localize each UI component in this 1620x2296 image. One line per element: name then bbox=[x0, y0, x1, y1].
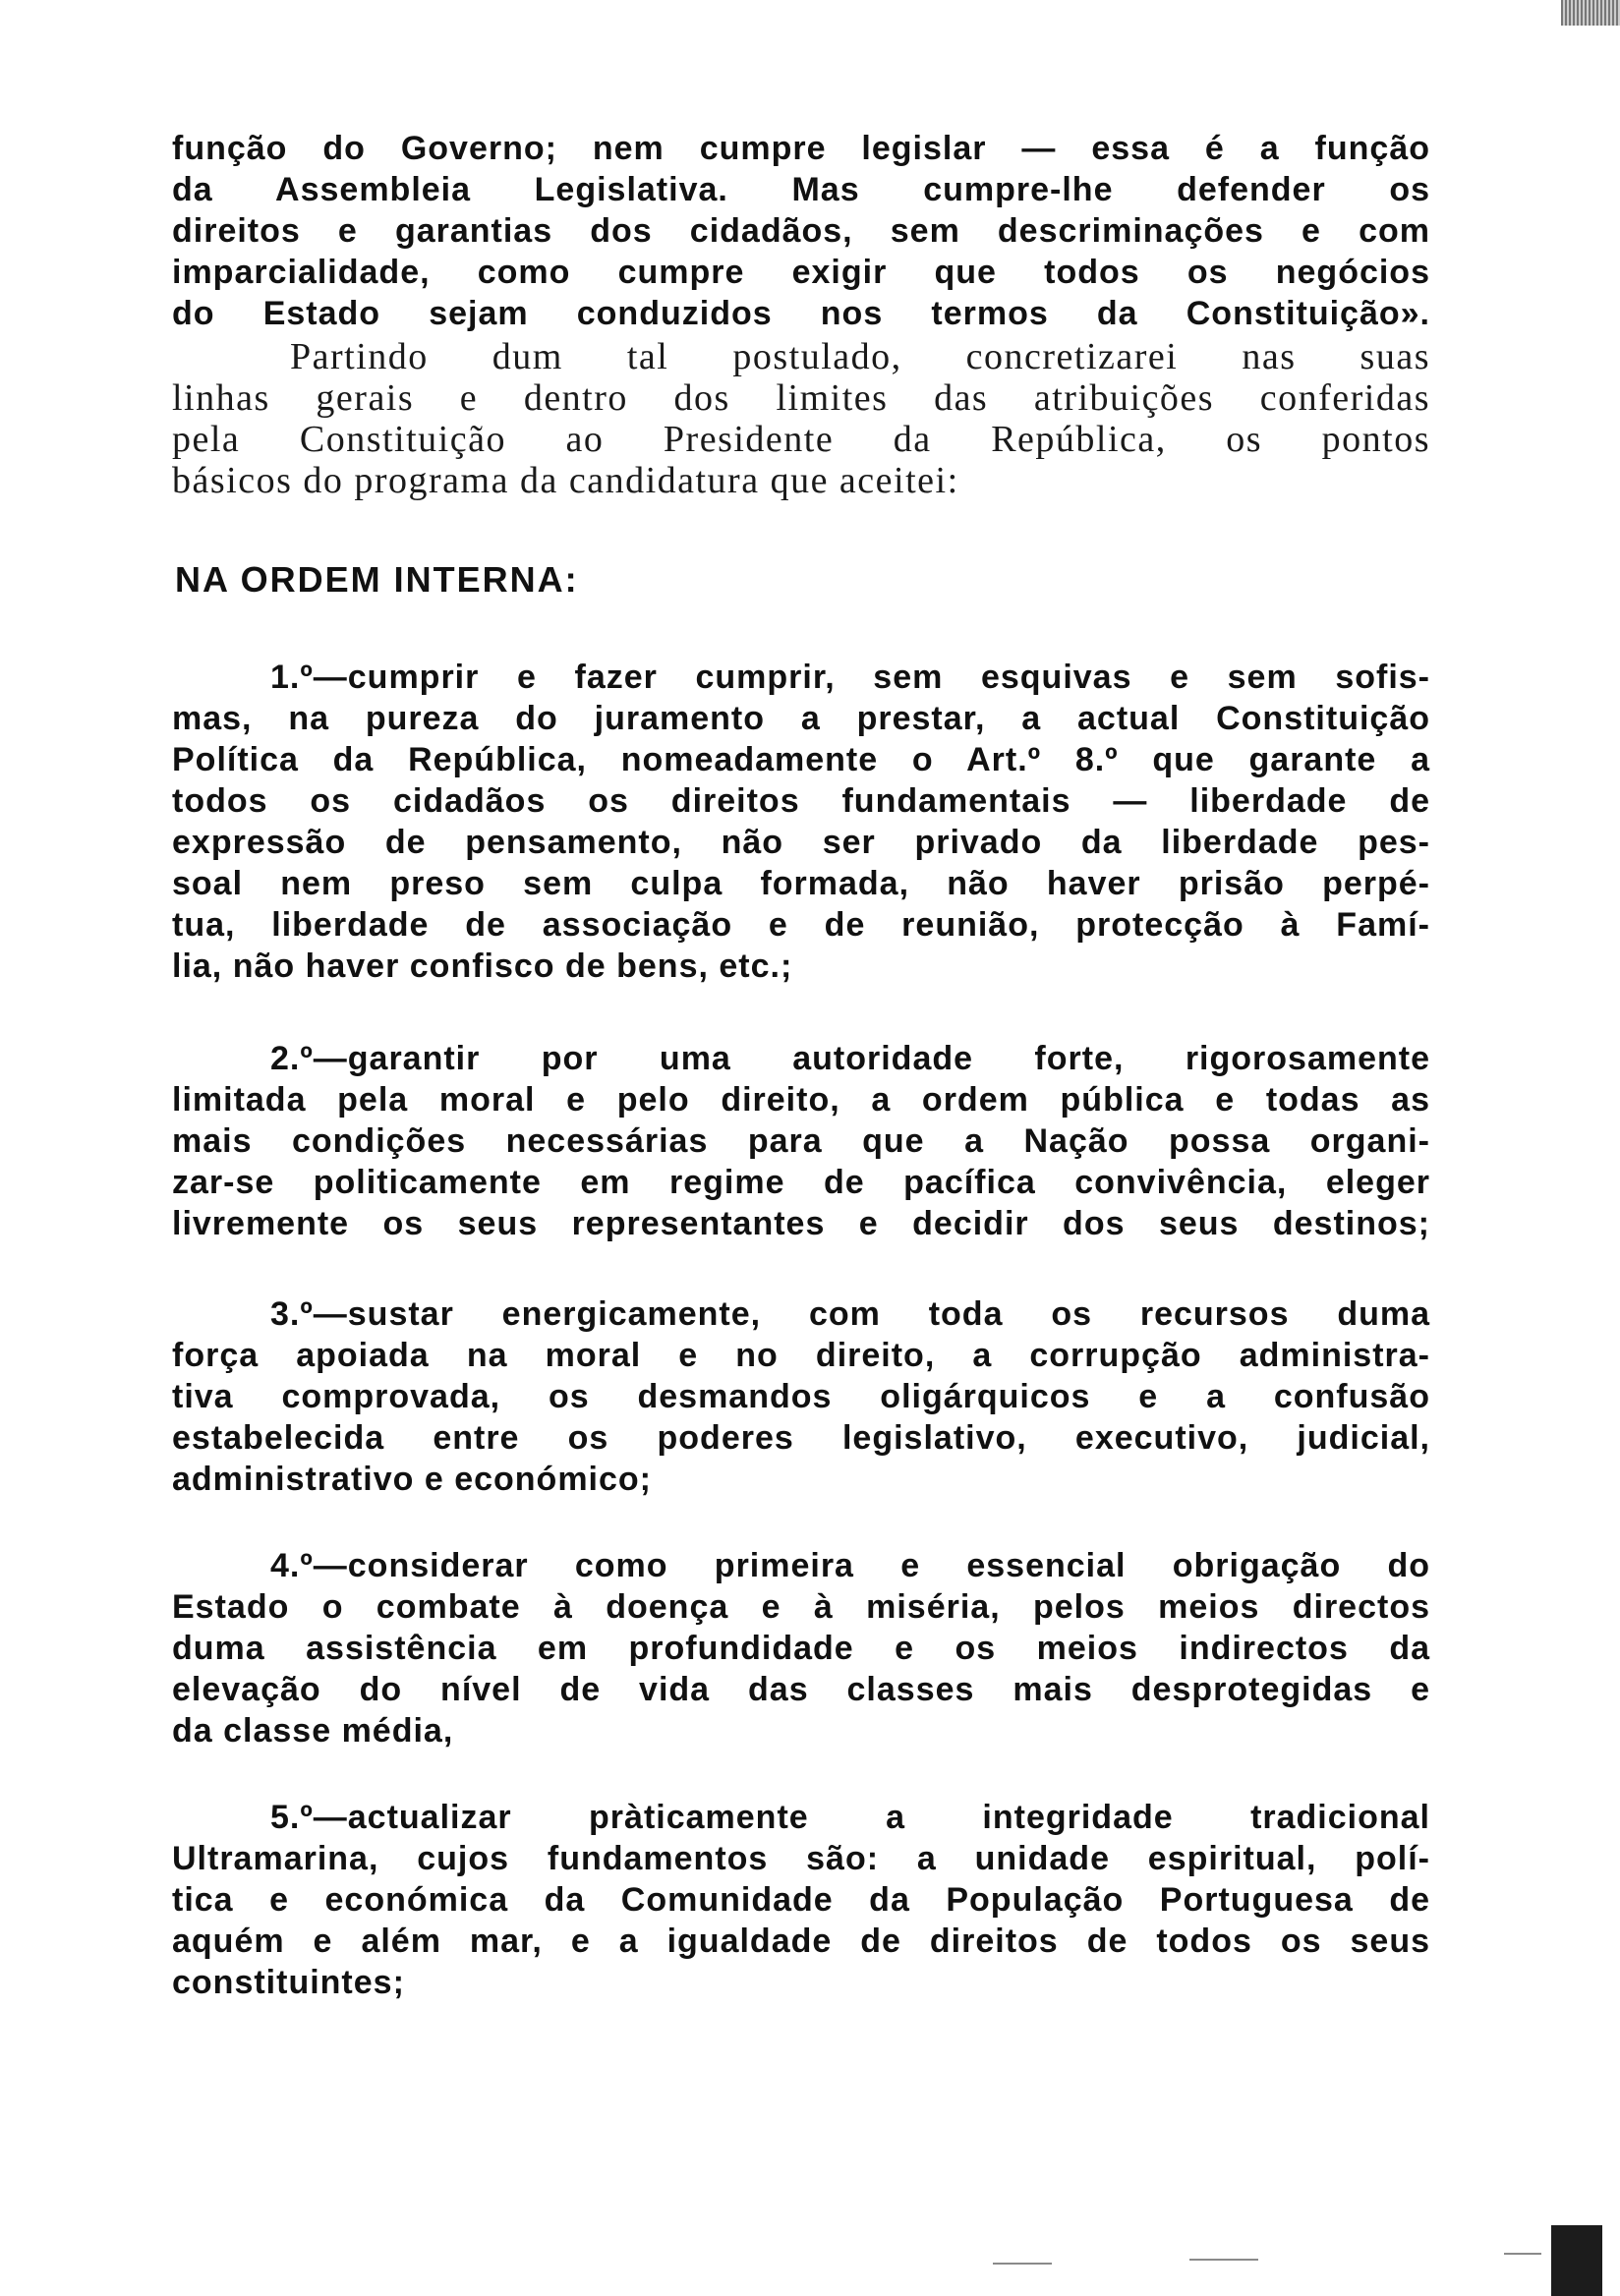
text-line: tua, liberdade de associação e de reunião, protecção à Famí- bbox=[172, 906, 1430, 944]
text-line: 5.º—actualizar pràticamente a integridade tradicional bbox=[270, 1799, 1430, 1836]
text-line: tiva comprovada, os desmandos oligárquicos e a confusão bbox=[172, 1378, 1430, 1415]
text-line: linhas gerais e dentro dos limites das atribuições conferidas bbox=[172, 377, 1430, 419]
text-line: constituintes; bbox=[172, 1964, 405, 2001]
text-line: 3.º—sustar energicamente, com toda os recursos duma bbox=[270, 1295, 1430, 1333]
scan-speck bbox=[1189, 2259, 1258, 2261]
text-line: 2.º—garantir por uma autoridade forte, rigorosamente bbox=[270, 1040, 1430, 1077]
text-line: função do Governo; nem cumpre legislar — essa é a função bbox=[172, 130, 1430, 167]
text-line: força apoiada na moral e no direito, a corrupção administra- bbox=[172, 1337, 1430, 1374]
text-line: Política da República, nomeadamente o Art.º 8.º que garante a bbox=[172, 741, 1430, 778]
text-line: pela Constituição ao Presidente da República, os pontos bbox=[172, 419, 1430, 460]
text-line: expressão de pensamento, não ser privado da liberdade pes- bbox=[172, 824, 1430, 861]
text-line: Estado o combate à doença e à miséria, pelos meios directos bbox=[172, 1588, 1430, 1626]
text-line: soal nem preso sem culpa formada, não haver prisão perpé- bbox=[172, 865, 1430, 902]
scan-corner-mark bbox=[1561, 0, 1620, 26]
paragraph-intro bbox=[172, 336, 1430, 501]
text-line: do Estado sejam conduzidos nos termos da Constituição». bbox=[172, 295, 1430, 332]
text-line: 4.º—considerar como primeira e essencial obrigação do bbox=[270, 1547, 1430, 1584]
text-line: elevação do nível de vida das classes mais desprotegidas e bbox=[172, 1671, 1430, 1708]
list-item-4 bbox=[172, 1545, 1430, 1751]
text-line: duma assistência em profundidade e os meios indirectos da bbox=[172, 1630, 1430, 1667]
text-line: básicos do programa da candidatura que aceitei: bbox=[172, 460, 959, 501]
scan-speck bbox=[993, 2263, 1052, 2265]
text-line: da classe média, bbox=[172, 1712, 454, 1750]
text-line: Ultramarina, cujos fundamentos são: a unidade espiritual, polí- bbox=[172, 1840, 1430, 1877]
section-heading: NA ORDEM INTERNA: bbox=[175, 559, 579, 600]
text-line: estabelecida entre os poderes legislativo, executivo, judicial, bbox=[172, 1419, 1430, 1457]
list-item-1 bbox=[172, 657, 1430, 987]
text-line: mais condições necessárias para que a Nação possa organi- bbox=[172, 1122, 1430, 1160]
text-line: imparcialidade, como cumpre exigir que todos os negócios bbox=[172, 254, 1430, 291]
list-item-3 bbox=[172, 1293, 1430, 1500]
text-line: livremente os seus representantes e decidir dos seus destinos; bbox=[172, 1205, 1430, 1242]
text-line: limitada pela moral e pelo direito, a ordem pública e todas as bbox=[172, 1081, 1430, 1119]
text-line: 1.º—cumprir e fazer cumprir, sem esquivas e sem sofis- bbox=[270, 659, 1430, 696]
scan-corner-mark bbox=[1551, 2225, 1602, 2296]
text-line: da Assembleia Legislativa. Mas cumpre-lhe defender os bbox=[172, 171, 1430, 208]
scan-speck bbox=[1504, 2253, 1541, 2255]
text-line: lia, não haver confisco de bens, etc.; bbox=[172, 947, 793, 985]
text-line: mas, na pureza do juramento a prestar, a actual Constituição bbox=[172, 700, 1430, 737]
text-line: tica e económica da Comunidade da População Portuguesa de bbox=[172, 1881, 1430, 1919]
text-line: direitos e garantias dos cidadãos, sem descriminações e com bbox=[172, 212, 1430, 250]
text-line: todos os cidadãos os direitos fundamentais — liberdade de bbox=[172, 782, 1430, 820]
paragraph-top bbox=[172, 128, 1430, 334]
list-item-2 bbox=[172, 1038, 1430, 1244]
text-line: administrativo e económico; bbox=[172, 1461, 652, 1498]
text-line: Partindo dum tal postulado, concretizarei nas suas bbox=[290, 336, 1430, 377]
text-line: aquém e além mar, e a igualdade de direitos de todos os seus bbox=[172, 1923, 1430, 1960]
list-item-5 bbox=[172, 1797, 1430, 2003]
text-line: zar-se politicamente em regime de pacífica convivência, eleger bbox=[172, 1164, 1430, 1201]
